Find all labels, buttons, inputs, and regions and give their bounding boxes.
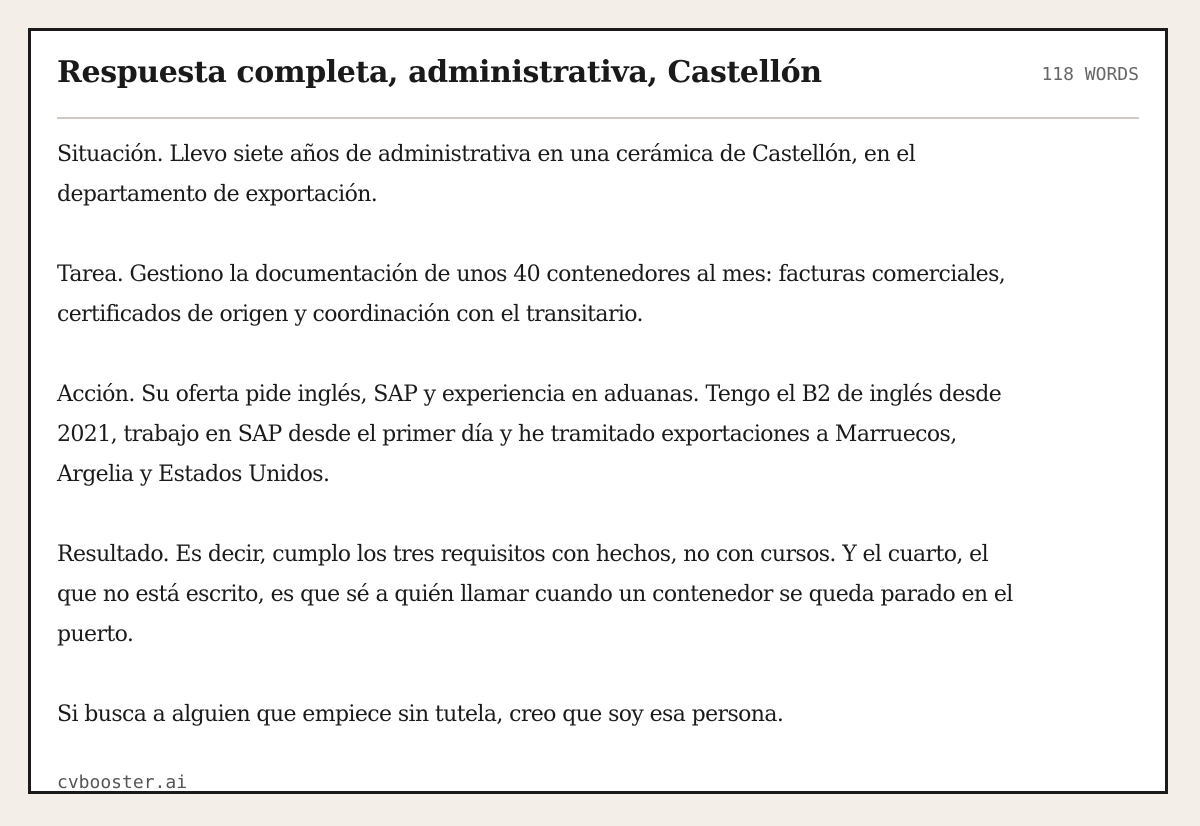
card-header [57,51,1139,119]
paragraph-accion: Acción. Su oferta pide inglés, SAP y experiencia en aduanas. Tengo el B2 de inglés desde 2021, trabajo en SAP desde el primer día y he tramitado exportaciones a Marruecos, Argelia y Estados Unidos. [57,382,1002,487]
card-title: Respuesta completa, administrativa, Castellón [57,55,822,90]
paragraph-tarea: Tarea. Gestiono la documentación de unos 40 contenedores al mes: facturas comerciales, certificados de origen y coordinación con el transitario. [57,262,1006,327]
answer-body [57,135,1017,735]
answer-card [28,28,1168,794]
paragraph-situacion: Situación. Llevo siete años de administrativa en una cerámica de Castellón, en el departamento de exportación. [57,142,916,207]
word-count: 118 WORDS [1041,64,1139,85]
paragraph-closing: Si busca a alguien que empiece sin tutela, creo que soy esa persona. [57,702,784,727]
paragraph-resultado: Resultado. Es decir, cumplo los tres requisitos con hechos, no con cursos. Y el cuarto, el que no está escrito, es que sé a quién llamar cuando un contenedor se queda parado en el puerto. [57,542,1013,647]
brand-footer: cvbooster.ai [57,772,188,793]
